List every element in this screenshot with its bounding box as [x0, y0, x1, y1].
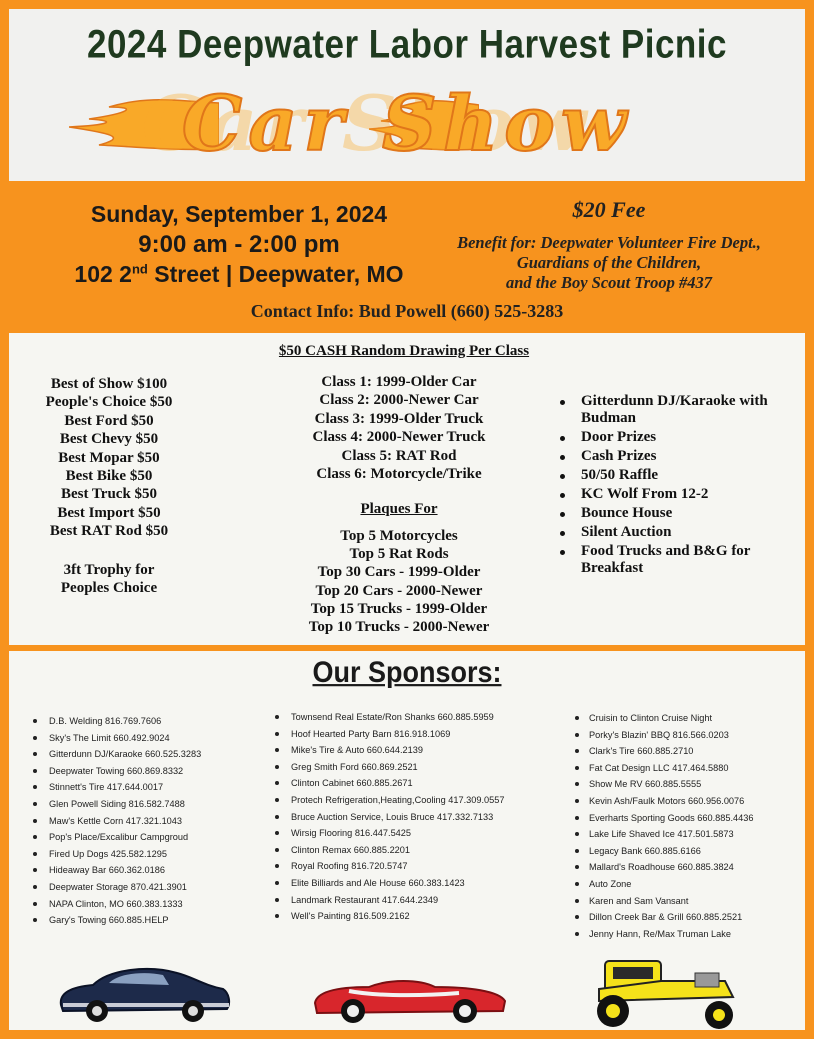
awards-section [9, 333, 805, 645]
sponsor-item: Stinnett's Tire 417.644.0017 [21, 779, 201, 796]
sponsor-item: Maw's Kettle Corn 417.321.1043 [21, 813, 201, 830]
prize-item: Best Ford $50 [64, 412, 154, 429]
sponsor-item: Elite Billiards and Ale House 660.383.1423 [263, 875, 505, 892]
sponsor-item: Everharts Sporting Goods 660.885.4436 [575, 810, 753, 827]
header [9, 9, 805, 181]
sponsor-item: Pop's Place/Excalibur Campgroud [21, 829, 201, 846]
sponsor-item: Auto Zone [575, 876, 753, 893]
sponsor-item: Show Me RV 660.885.5555 [575, 776, 753, 793]
plaque-list [269, 527, 529, 636]
sponsor-item: NAPA Clinton, MO 660.383.1333 [21, 896, 201, 913]
sponsor-column-1 [21, 713, 201, 929]
prize-item: Best Mopar $50 [58, 449, 160, 466]
sponsor-item: Lake Life Shaved Ice 417.501.5873 [575, 826, 753, 843]
contact-info: Contact Info: Bud Powell (660) 525-3283 [250, 301, 564, 321]
prize-list [19, 375, 199, 541]
sponsor-item: Gitterdunn DJ/Karaoke 660.525.3283 [21, 746, 201, 763]
class-item: Class 6: Motorcycle/Trike [316, 466, 482, 483]
activity-item: KC Wolf From 12-2 [557, 486, 797, 503]
sponsor-item: Cruisin to Clinton Cruise Night [575, 710, 753, 727]
event-address: 102 2nd Street | Deepwater, MO [74, 261, 404, 287]
sponsors-title: Our Sponsors: [312, 655, 502, 689]
prize-item: Best Bike $50 [65, 468, 153, 485]
plaque-item: Top 5 Motorcycles [340, 528, 458, 544]
red-convertible-icon [309, 961, 509, 1027]
plaques-title: Plaques For [360, 501, 438, 517]
activities-list [557, 393, 797, 579]
sponsor-item: Deepwater Towing 660.869.8332 [21, 763, 201, 780]
sponsor-item: Fat Cat Design LLC 417.464.5880 [575, 760, 753, 777]
main-title: 2024 Deepwater Labor Harvest Picnic [86, 22, 727, 67]
sponsor-item: Glen Powell Siding 816.582.7488 [21, 796, 201, 813]
sponsor-item: Fired Up Dogs 425.582.1295 [21, 846, 201, 863]
sponsor-item: Greg Smith Ford 660.869.2521 [263, 759, 505, 776]
flyer-page [6, 6, 808, 1033]
class-item: Class 3: 1999-Older Truck [314, 410, 484, 427]
sponsor-item: Gary's Towing 660.885.HELP [21, 912, 201, 929]
event-time: 9:00 am - 2:00 pm [138, 231, 340, 258]
benefit-text: Benefit for: Deepwater Volunteer Fire Dept., Guardians of the Children, and the Boy Scout Troop #437 [457, 233, 761, 292]
sponsor-item: Well's Painting 816.509.2162 [263, 908, 505, 925]
event-date: Sunday, September 1, 2024 [90, 201, 388, 227]
sponsor-item: Dillon Creek Bar & Grill 660.885.2521 [575, 909, 753, 926]
car-show-logo-text: Car Show [181, 79, 633, 168]
sponsor-item: Mike's Tire & Auto 660.644.2139 [263, 742, 505, 759]
class-item: Class 5: RAT Rod [341, 447, 457, 464]
sponsor-item: Bruce Auction Service, Louis Bruce 417.332.7133 [263, 809, 505, 826]
activity-item: Gitterdunn DJ/Karaoke with Budman [557, 393, 797, 428]
event-info-band [9, 181, 805, 333]
sponsor-item: Kevin Ash/Faulk Motors 660.956.0076 [575, 793, 753, 810]
section-divider [9, 645, 805, 651]
prize-item: Best Chevy $50 [59, 431, 159, 448]
sponsor-item: Clinton Remax 660.885.2201 [263, 842, 505, 859]
prize-item: Best Truck $50 [60, 486, 158, 503]
classic-sedan-icon [53, 953, 233, 1027]
activity-item: Bounce House [557, 505, 797, 522]
sponsor-item: Hideaway Bar 660.362.0186 [21, 862, 201, 879]
sponsor-item: Mallard's Roadhouse 660.885.3824 [575, 859, 753, 876]
sponsor-item: Jenny Hann, Re/Max Truman Lake [575, 926, 753, 943]
activity-item: Food Trucks and B&G for Breakfast [557, 543, 797, 578]
sponsor-column-3 [575, 710, 753, 942]
plaque-item: Top 10 Trucks - 2000-Newer [308, 619, 490, 636]
sponsor-item: Porky's Blazin' BBQ 816.566.0203 [575, 727, 753, 744]
sponsor-item: Landmark Restaurant 417.644.2349 [263, 892, 505, 909]
prize-item: Best RAT Rod $50 [49, 523, 169, 540]
class-item: Class 4: 2000-Newer Truck [312, 429, 486, 446]
prize-item: People's Choice $50 [45, 394, 173, 411]
plaque-item: Top 5 Rat Rods [349, 546, 449, 563]
plaque-item: Top 20 Cars - 2000-Newer [315, 582, 483, 599]
activity-item: Cash Prizes [557, 448, 797, 465]
sponsor-item: Clark's Tire 660.885.2710 [575, 743, 753, 760]
activity-item: 50/50 Raffle [557, 467, 797, 484]
sponsor-item: Karen and Sam Vansant [575, 893, 753, 910]
plaque-item: Top 15 Trucks - 1999-Older [310, 600, 488, 617]
plaque-item: Top 30 Cars - 1999-Older [317, 564, 481, 581]
sponsor-column-2 [263, 709, 505, 925]
sponsor-item: Protech Refrigeration,Heating,Cooling 417.309.0557 [263, 792, 505, 809]
class-item: Class 1: 1999-Older Car [321, 374, 477, 390]
yellow-hotrod-icon [575, 949, 751, 1033]
sponsor-item: Deepwater Storage 870.421.3901 [21, 879, 201, 896]
sponsor-item: Royal Roofing 816.720.5747 [263, 858, 505, 875]
trophy-note: 3ft Trophy for Peoples Choice [60, 562, 158, 596]
sponsor-item: Hoof Hearted Party Barn 816.918.1069 [263, 726, 505, 743]
sponsor-item: D.B. Welding 816.769.7606 [21, 713, 201, 730]
prize-item: Best of Show $100 [50, 376, 168, 392]
sponsor-item: Sky's The Limit 660.492.9024 [21, 730, 201, 747]
prize-item: Best Import $50 [57, 504, 161, 521]
entry-fee: $20 Fee [572, 197, 646, 222]
activity-item: Silent Auction [557, 524, 797, 541]
sponsor-item: Townsend Real Estate/Ron Shanks 660.885.5959 [263, 709, 505, 726]
sponsor-item: Legacy Bank 660.885.6166 [575, 843, 753, 860]
sponsor-item: Wirsig Flooring 816.447.5425 [263, 825, 505, 842]
drawing-title: $50 CASH Random Drawing Per Class [278, 343, 530, 359]
activity-item: Door Prizes [557, 429, 797, 446]
class-item: Class 2: 2000-Newer Car [319, 392, 479, 409]
sponsor-item: Clinton Cabinet 660.885.2671 [263, 775, 505, 792]
class-list [269, 373, 529, 483]
